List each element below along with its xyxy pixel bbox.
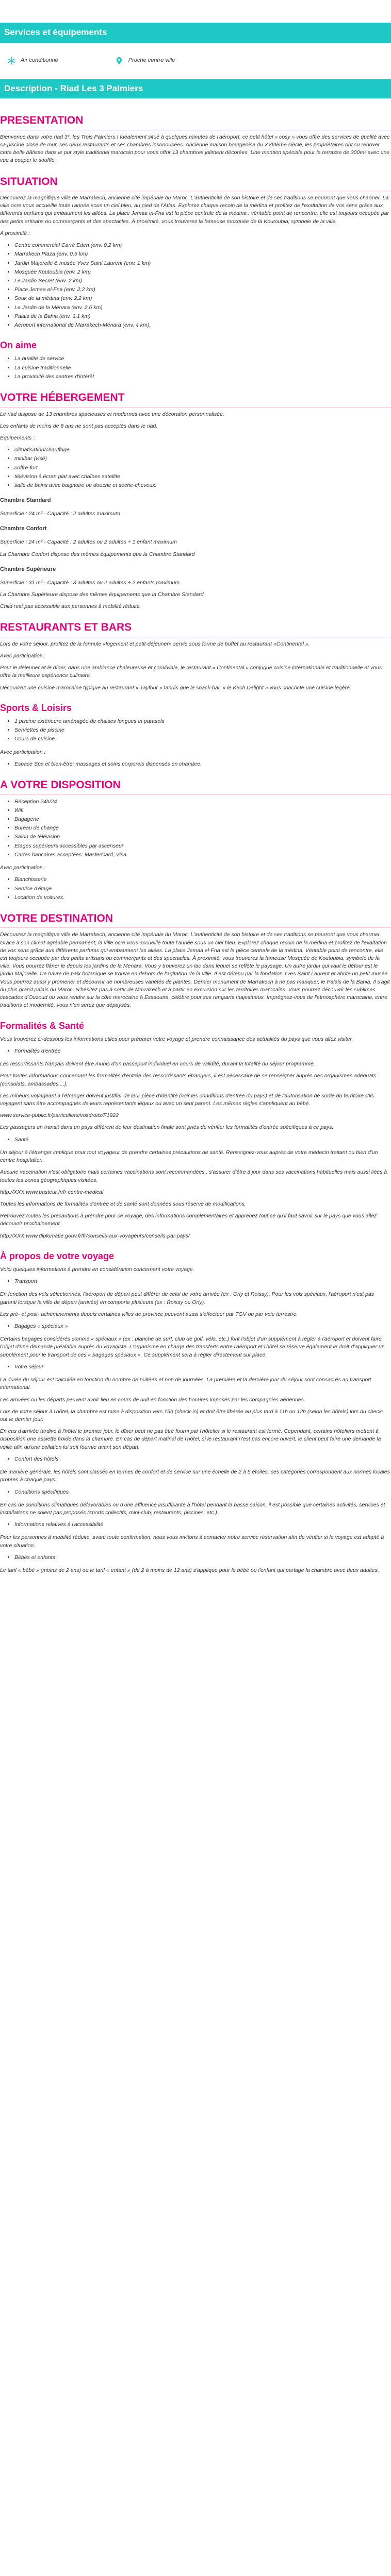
formalites-text-4: Les mineurs voyageant à l'étranger doivent justifier de leur pièce d'identité (voir les conditions d'entrée du pays) et de l'autorisation de sortie du territoire s'ils voyagent sans être accompagnés de leurs représentants légaux ou avec un seul parent. Les mêmes règles s'appliquent au bébé. — [0, 1092, 374, 1107]
list-item: • Réception 24h/24 — [14, 798, 391, 806]
list-item: • Le Jardin de la Ménara (env. 2,6 km) — [14, 304, 391, 312]
apropos-text-6: Les arrivées ou les départs peuvent avoir lieu en cours de nuit en fonction des horaires imposés par les compagnies aériennes. — [0, 1396, 305, 1403]
accessibility-note: Child rest pas accessible aux personnes à mobilité réduite. — [0, 603, 141, 610]
formalites-link-1: www.service-public.fr/particuliers/vosdroits/F1922 — [0, 1112, 119, 1119]
list-item: • Aéroport international de Marrakech-Ménara (env. 4 km). — [14, 321, 391, 329]
list-item: • Cours de cuisine. — [14, 735, 391, 743]
room-confort-text-1: Superficie : 24 m² - Capacité : 2 adultes ou 2 adultes + 1 enfant maximum — [0, 539, 177, 546]
list-item: • Informations relatives à l'accessibilité — [14, 1521, 391, 1529]
apropos-text-12: Le tarif « bébé » (moins de 2 ans) ou le tarif « enfant » (de 2 à moins de 12 ans) s'applique pour le bébé ou l'enfant qui partage la chambre avec deux adultes. — [0, 1567, 379, 1574]
room-superieure-title: Chambre Supérieure — [0, 566, 56, 572]
situation-heading: SITUATION — [0, 174, 391, 191]
list-item: • Marrakech Plaza (env. 0,5 km) — [14, 250, 391, 258]
on-aime-list — [0, 355, 391, 381]
formalites-text-7: Aucune vaccination n'est obligatoire mais certaines vaccinations sont recommandées : s'assurer d'être à jour dans ses vaccinations habituelles mais aussi liées à toutes les zones géographiques visitées. — [0, 1169, 387, 1183]
proximity-label: A proximité : — [0, 230, 30, 236]
disposition-participation-label: Avec participation : — [0, 865, 46, 871]
list-item: • Bagagerie — [14, 816, 391, 823]
apropos-sejour — [0, 1363, 391, 1371]
apropos-conditions — [0, 1488, 391, 1496]
apropos-text-3: Les pré- et post- acheminements depuis certaines villes de province peuvent aussi s'effectuer par TGV ou par voie terrestre. — [0, 1311, 298, 1317]
on-aime-heading: On aime — [0, 340, 37, 351]
room-confort-title: Chambre Confort — [0, 526, 47, 532]
list-item: • coffre-fort — [14, 464, 391, 472]
restaurants-heading: RESTAURANTS ET BARS — [0, 620, 391, 637]
apropos-text-2: En fonction des vols sélectionnés, l'aéroport de départ peut différer de celui de votre arrivée (ex : Orly et Roissy). Pour les vols spéciaux, l'aéroport n'est pas garanti lorsque la ville de départ (arrivée) en comporte plusieurs (ex : Roissy ou Orly). — [0, 1291, 374, 1306]
formalites-intro: Vous trouverez ci-dessous les informations utiles pour préparer votre voyage et prendre connaissance des actualités du pays que vous allez visiter. — [0, 1036, 353, 1042]
list-item: • La qualité de service — [14, 355, 391, 363]
list-item: • Service d'étage — [14, 885, 391, 893]
hebergement-heading: VOTRE HÉBERGEMENT — [0, 390, 391, 407]
list-item: • Le Jardin Secret (env. 2 km) — [14, 277, 391, 285]
destination-heading: VOTRE DESTINATION — [0, 911, 391, 928]
formalites-link-3: http://XXX.www.diplomatie.gouv.fr/fr/conseils-aux-voyageurs/conseils-par-pays/ — [0, 1232, 190, 1239]
sports-participation-label: Avec participation : — [0, 749, 46, 755]
disposition-paid-list — [0, 876, 391, 902]
room-standard-title: Chambre Standard — [0, 497, 51, 504]
apropos-text-9: De manière générale, les hôtels sont classés en termes de confort et de service sur une échelle de 2 à 5 étoiles, ces catégories correspondent aux normes locales propres à chaque pays. — [0, 1469, 390, 1483]
apropos-bebes — [0, 1554, 391, 1562]
room-standard-text: Superficie : 24 m² - Capacité : 2 adultes maximum — [0, 511, 120, 517]
equipements-label: Equipements : — [0, 434, 35, 441]
formalites-text-8: Toutes les informations de formalités d'entrée et de santé sont données sous réserve de modifications. — [0, 1200, 246, 1207]
apropos-text-5: La durée du séjour est calculée en fonction du nombre de nuitées et non de journées. La première et la dernière jour du séjour sont consacrés au transport international. — [0, 1377, 371, 1391]
disposition-heading: A VOTRE DISPOSITION — [0, 777, 391, 794]
list-item: • Santé — [14, 1136, 391, 1144]
apropos-confort — [0, 1455, 391, 1463]
service-air-conditioning — [7, 57, 58, 65]
description-banner: Description - Riad Les 3 Palmiers — [0, 79, 391, 99]
list-item: • Mosquée Koutoubia (env. 2 km) — [14, 268, 391, 276]
list-item: • Jardin Majorelle & musée Yves Saint Laurent (env. 1 km) — [14, 260, 391, 267]
list-item: • Formalités d'entrée — [14, 1047, 391, 1055]
list-item: • Confort des hôtels — [14, 1455, 391, 1463]
situation-text: Découvrez la magnifique ville de Marrakech, ancienne cité impériale du Maroc. L'authenticité de son histoire et de ses traditions se pourront que vous charmer. La ville ocre vous accueille toute l'année sous un ciel bleu, au pied de l'Atlas. Explorez chaque recoin de la médina et profitez de l'exaltation de vos sens grâce aux différents parfums qui embaument les allées. La place Jemaa el-Fna est la pièce centrale de la médina : véritable point de rencontre, elle est toujours occupée par des petits artisans ou commerçants et des spectacles. À proximité, vous trouverez la fameuse mosquée de la Koutoubia, symbole de la ville. — [0, 195, 389, 225]
list-item: • salle de bains avec baignoire ou douche et sèche-cheveux. — [14, 482, 391, 489]
list-item: • Etages supérieurs accessibles par ascenseur — [14, 842, 391, 850]
room-superieure-text-2: La Chambre Supérieure dispose des mêmes équipements que la Chambre Standard. — [0, 591, 205, 598]
list-item: • Bébés et enfants — [14, 1554, 391, 1562]
hebergement-text-2: Les enfants de moins de 8 ans ne sont pas acceptés dans le riad. — [0, 422, 158, 429]
apropos-text-8: En cas d'arrivée tardive à l'hôtel le premier jour, le dîner peut ne pas être fourni par l'hôtelier si le restaurant est fermé. Cependant, certains hôteliers mettent à disposition une assiette froide dans la chambre. En cas de départ matinal de l'hôtel, si le restaurant n'est pas encore ouvert, le client peut faire une demande la veille afin qu'une collation lui soit fournie avant son départ. — [0, 1428, 381, 1450]
formalites-heading: Formalités & Santé — [0, 1020, 85, 1031]
room-superieure-text-1: Superficie : 31 m² - Capacité : 3 adultes ou 2 adultes + 2 enfants maximum — [0, 579, 180, 586]
apropos-intro: Voici quelques informations à prendre en considération concernant votre voyage. — [0, 1266, 194, 1273]
services-row — [0, 43, 391, 79]
list-item: • Bureau de change — [14, 824, 391, 832]
formalites-text-2: Les ressortissants français doivent être munis d'un passeport individuel en cours de validité, durant la totalité du séjour programmé. — [0, 1061, 315, 1067]
destination-text: Découvrez la magnifique ville de Marrakech, ancienne cité impériale du Maroc. L'authenticité de son histoire et de ses traditions se pourront que vous charmer. Grâce à son climat agréable permanent, la ville ocre vous accueille toute l'année sous un ciel bleu. Explorez chaque recoin de la médina et profitez de l'exaltation de vos sens grâce aux différents parfums qui embaument les allées. La place Jemaa el-Fna est la pièce centrale de la médina. Véritable point de rencontre, elle est toujours occupée par des petits artisans ou commerçants et des spectacles. À proximité, vous trouverez la fameuse Mosquée de Koutoubia, symbole de la ville. Vous pourrez flâner le depuis les jardins de la Menara. Vous y trouverez un lac dans lequel se reflète le paysage. Un autre jardin qui vaut le détour est le jardin Majorelle. Ce havre de paix botanique se trouve en dehors de l'agitation de la ville. Il est détenu par la fondation Yves Saint Laurent et abrite un petit musée. Vous pourrez aussi y promener et découvrir de nombreuses variétés de plantes. Dernier monument de Marrakech à ne pas manquer, le Palais de la Bahia. Il s'agit du plus grand palais du Maroc. N'hésitez pas à sortir de Marrakech et à partir en excursion sur les territoires marocains. Vous pourrez découvrir les sublimes cascades d'Ouzoud ou vous rendre sur la côte marocaine à Essaouira, célèbre pour ses remparts majestueux. Imprégnez-vous de l'atmosphère marocaine, entre traditions et modernité, vous n'en serez que dépaysés. — [0, 931, 390, 1009]
list-item: • La proximité des centres d'intérêt — [14, 373, 391, 381]
formalites-entry-list — [0, 1047, 391, 1055]
list-item: • minibar (visé) — [14, 455, 391, 463]
restaurants-text-4: Découvrez une cuisine marocaine typique au restaurant « Tayfour » tandis que le snack-bar, « le Kech Delight » vous concocte une cuisine légère. — [0, 684, 351, 691]
apropos-transport — [0, 1278, 391, 1285]
apropos-accessibilite — [0, 1521, 391, 1529]
proximity-list — [0, 242, 391, 329]
sports-heading: Sports & Loisirs — [0, 702, 72, 713]
equipements-list — [0, 446, 391, 489]
restaurants-text-1: Lors de votre séjour, profitez de la formule «logement et petit-déjeuner» servie sous forme de buffet au restaurant «Continental ». — [0, 640, 310, 647]
apropos-text-10: En cas de conditions climatiques défavorables ou d'une affluence insuffisante à l'hôtel pendant la basse saison, il est possible que certaines activités, services et installations ne soient pas proposés (sports collectifs, mini-club, restaurants, piscines, etc.). — [0, 1501, 385, 1516]
presentation-heading: PRESENTATION — [0, 113, 391, 130]
list-item: • télévision à écran plat avec chaînes satellite — [14, 473, 391, 481]
list-item: • 1 piscine extérieure aménagée de chaises longues et parasols — [14, 718, 391, 725]
list-item: • Serviettes de piscine — [14, 726, 391, 734]
list-item: • Salon de télévision — [14, 833, 391, 841]
list-item: • Bagages « spéciaux » — [14, 1323, 391, 1330]
list-item: • Blanchisserie — [14, 876, 391, 884]
apropos-bagages — [0, 1323, 391, 1330]
formalites-text-6: Un séjour à l'étranger implique pour tout voyageur de prendre certaines précautions de santé. Renseignez-vous auprès de votre médecin traitant ou bien d'un centre hospitalier. — [0, 1149, 378, 1164]
apropos-heading: À propos de votre voyage — [0, 1250, 115, 1261]
hebergement-text-1: Le riad dispose de 13 chambres spacieuses et modernes avec une décoration personnalisée. — [0, 411, 224, 417]
list-item: • Conditions spécifiques — [14, 1488, 391, 1496]
restaurants-participation-label: Avec participation : — [0, 653, 46, 659]
list-item: • Location de voitures. — [14, 894, 391, 902]
service-label: Air conditionné — [21, 57, 58, 63]
restaurants-text-3: Pour le déjeuner et le dîner, dans une ambiance chaleureuse et conviviale, le restaurant « Continental » conjugue cuisine internationale et traditionnelle et vous offre la meilleure expérience culinaire. — [0, 665, 382, 679]
apropos-text-7: Lors de votre séjour à l'hôtel, la chambre est mise à disposition vers 15h (check-in) et doit être libérée au plus tard à 11h ou 12h (selon les hôtels) lors du check-out le dernier jour. — [0, 1408, 384, 1422]
list-item: • La cuisine traditionnelle — [14, 364, 391, 372]
list-item: • Votre séjour — [14, 1363, 391, 1371]
formalites-link-2: http://XXX.www.pasteur.fr/fr centre-medical — [0, 1189, 104, 1195]
formalites-text-5: Les passagers en transit dans un pays différent de leur destination finale sont priés de vérifier les formalités d'entrée spécifiques à ce pays. — [0, 1124, 334, 1131]
list-item: • Transport — [14, 1278, 391, 1285]
list-item: • Wifi — [14, 807, 391, 815]
description-content — [0, 98, 391, 1574]
service-near-center — [115, 57, 175, 65]
formalites-text-9: Retrouvez toutes les précautions à prendre pour ce voyage, des informations complémentaires et apprenez tout ce qu'il faut savoir sur le pays que vous allez découvrir prochainement. — [0, 1213, 377, 1227]
list-item: • Cartes bancaires acceptées: MasterCard, Visa. — [14, 851, 391, 859]
sports-paid-list — [0, 760, 391, 768]
formalites-health-list — [0, 1136, 391, 1144]
location-pin-icon — [115, 57, 123, 65]
presentation-text: Bienvenue dans votre riad 3*, les Trois Palmiers ! Idéalement situé à quelques minutes de l'aéroport, ce petit hôtel « cosy » vous offre des services de qualité avec sa piscine close de mur, ses deux restaurants et ses chambres insonorisées. Ancienne maison bourgeoise du XVIIIème siècle, les propriétaires ont su renover cette belle bâtisse dans le pur style traditionel marocain pour vous offrir 13 chambres joliment décorées. Une mention spéciale pour la terrasse de 300m² avec une vue à couper le souffle. — [0, 133, 390, 164]
apropos-text-4: Certains bagages considérés comme « spéciaux » (ex : planche de surf, club de golf, vélo, etc.) font l'objet d'un supplément à régler à l'aéroport et doivent faire l'objet d'une demande préalable auprès du voyagiste. L'organisme en charge des transferts entre l'aéroport et l'hôtel se réserve également le droit d'appliquer un supplément pour le transport de ces « bagages spéciaux ». Ce supplément sera à régler directement sur place. — [0, 1336, 385, 1358]
list-item: • Centre commercial Carré Eden (env. 0,2 km) — [14, 242, 391, 249]
list-item: • Place Jemaa el-Fna (env. 2,2 km) — [14, 286, 391, 294]
list-item: • Palais de la Bahia (env. 3,1 km) — [14, 313, 391, 320]
disposition-list — [0, 798, 391, 859]
list-item: • Souk de la médina (env. 2,2 km) — [14, 295, 391, 302]
formalites-text-3: Pour toutes informations concernant les formalités d'entrée des ressortissants étrangers, il est nécessaire de se renseigner auprès des organismes adéquats (consulats, ambassades,...). — [0, 1073, 377, 1087]
snowflake-icon — [7, 57, 15, 65]
service-label: Proche centre ville — [128, 57, 175, 63]
apropos-text-11: Pour les personnes à mobilité réduite, avant toute confirmation, nous vous invitons à contacter notre service réservation afin de vérifier si le voyage est adapté à votre situation. — [0, 1534, 384, 1549]
sports-list — [0, 718, 391, 743]
list-item: • Espace Spa et bien-être: massages et soins corporels dispensés en chambre. — [14, 760, 391, 768]
list-item: • climatisation/chauffage — [14, 446, 391, 454]
services-banner: Services et équipements — [0, 23, 391, 43]
room-confort-text-2: La Chambre Confort dispose des mêmes équipements que la Chambre Standard — [0, 551, 195, 557]
